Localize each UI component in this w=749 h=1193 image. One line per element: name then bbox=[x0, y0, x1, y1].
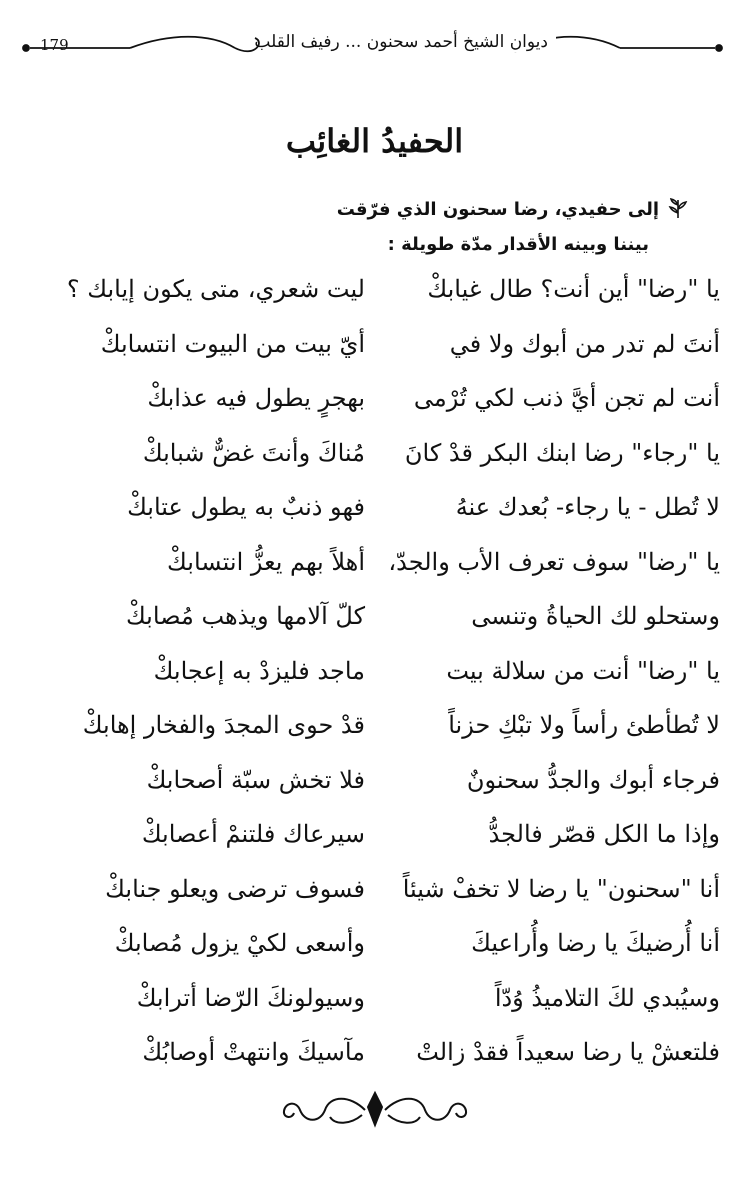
leaf-icon bbox=[667, 197, 689, 219]
verse-second-hemistich: قدْ حوى المجدَ والفخار إهابكْ bbox=[82, 711, 365, 739]
verse-second-hemistich: ليت شعري، متى يكون إيابك ؟ bbox=[66, 275, 365, 303]
header-title: ديوان الشيخ أحمد سحنون ... رفيف القلب bbox=[260, 32, 556, 52]
verse-second-hemistich: وأسعى لكيْ يزول مُصابكْ bbox=[114, 929, 365, 957]
verse-first-hemistich: وستحلو لك الحياةُ وتنسى bbox=[471, 602, 720, 630]
verse-row bbox=[40, 275, 720, 330]
verse-row bbox=[40, 548, 720, 603]
verse-first-hemistich: يا "رجاء" رضا ابنك البكر قدْ كانَ bbox=[404, 438, 720, 467]
verse-second-hemistich: فلا تخش سبّة أصحابكْ bbox=[146, 765, 365, 794]
verse-first-hemistich: يا "رضا" أين أنت؟ طال غيابكْ bbox=[427, 275, 720, 303]
verse-first-hemistich: وسيُبدي لكَ التلاميذُ وُدّاً bbox=[494, 983, 720, 1012]
verse-second-hemistich: ماجد فليزدْ به إعجابكْ bbox=[153, 656, 365, 685]
verse-second-hemistich: مُناكَ وأنتَ غضٌّ شبابكْ bbox=[142, 438, 365, 467]
verse-second-hemistich: فسوف ترضى ويعلو جنابكْ bbox=[105, 874, 365, 903]
verse-second-hemistich: بهجرٍ يطول فيه عذابكْ bbox=[147, 384, 365, 412]
verse-row bbox=[40, 820, 720, 875]
verse-row bbox=[40, 384, 720, 439]
verse-second-hemistich: سيرعاك فلتنمْ أعصابكْ bbox=[141, 820, 365, 848]
dedication-line-1: إلى حفيدي، رضا سحنون الذي فرّقت bbox=[336, 199, 659, 220]
verse-second-hemistich: أيّ بيت من البيوت انتسابكْ bbox=[100, 329, 365, 358]
verse-row bbox=[40, 439, 720, 494]
verse-row bbox=[40, 875, 720, 930]
footer-ornament bbox=[270, 1085, 480, 1135]
verse-second-hemistich: وسيولونكَ الرّضا أترابكْ bbox=[136, 983, 365, 1012]
verse-first-hemistich: أنت لم تجن أيَّ ذنب لكي تُرْمى bbox=[413, 384, 720, 412]
verse-second-hemistich: مآسيكَ وانتهتْ أوصابُكْ bbox=[142, 1038, 365, 1066]
verse-row bbox=[40, 766, 720, 821]
verse-first-hemistich: لا تُطل - يا رجاء- بُعدك عنهُ bbox=[455, 493, 720, 521]
verse-first-hemistich: يا "رضا" أنت من سلالة بيت bbox=[446, 656, 720, 685]
verse-first-hemistich: لا تُطأطئ رأساً ولا تبْكِ حزناً bbox=[448, 711, 720, 739]
poem-title: الحفيدُ الغائِب bbox=[285, 122, 464, 160]
verse-first-hemistich: فلتعشْ يا رضا سعيداً فقدْ زالتْ bbox=[416, 1038, 720, 1066]
verse-row bbox=[40, 711, 720, 766]
dedication bbox=[89, 192, 689, 262]
poem-verses bbox=[40, 275, 720, 1093]
verse-first-hemistich: يا "رضا" سوف تعرف الأب والجدّ، bbox=[388, 547, 720, 576]
verse-row bbox=[40, 657, 720, 712]
verse-second-hemistich: أهلاً بهم يعزُّ انتسابكْ bbox=[167, 547, 365, 576]
verse-first-hemistich: أنا أُرضيكَ يا رضا وأُراعيكَ bbox=[471, 929, 720, 957]
verse-second-hemistich: كلّ آلامها ويذهب مُصابكْ bbox=[125, 602, 365, 630]
verse-row bbox=[40, 984, 720, 1039]
verse-second-hemistich: فهو ذنبٌ به يطول عتابكْ bbox=[127, 493, 365, 521]
verse-first-hemistich: فرجاء أبوك والجدُّ سحنونٌ bbox=[466, 765, 720, 794]
verse-first-hemistich: أنا "سحنون" يا رضا لا تخفْ شيئاً bbox=[402, 874, 720, 903]
verse-first-hemistich: وإذا ما الكل قصّر فالجدُّ bbox=[488, 820, 720, 848]
verse-row bbox=[40, 929, 720, 984]
dedication-line-2: بيننا وبينه الأقدار مدّة طويلة : bbox=[387, 234, 649, 255]
running-header bbox=[20, 28, 725, 68]
verse-row bbox=[40, 602, 720, 657]
verse-row bbox=[40, 330, 720, 385]
verse-first-hemistich: أنتَ لم تدر من أبوك ولا في bbox=[449, 329, 720, 358]
page-number: 179 bbox=[40, 36, 69, 54]
verse-row bbox=[40, 493, 720, 548]
